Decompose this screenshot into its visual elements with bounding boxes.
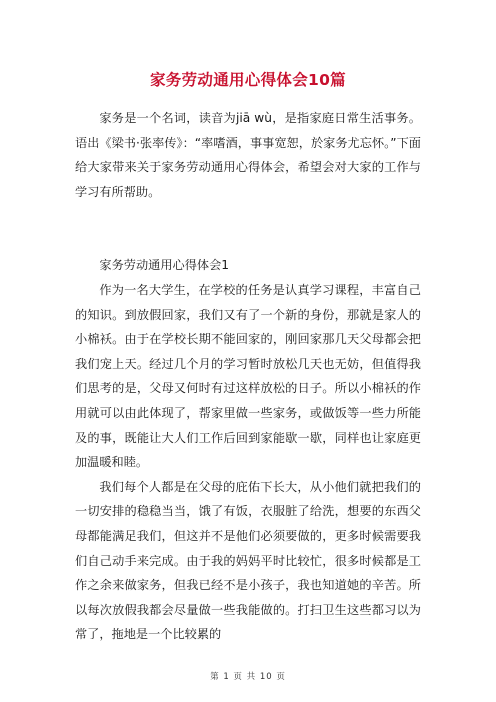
paragraph-spacer [75, 204, 421, 253]
body-paragraph: 我们每个人都是在父母的庇佑下长大，从小他们就把我们的一切安排的稳稳当当，饿了有饭，衣服脏了给洗，想要的东西父母都能满足我们，但这并不是他们必须要做的，更多时候需要我们自己动手来完成。由于我的妈妈平时比较忙，很多时候都是工作之余来做家务，但我已经不是小孩子，我也知道她的辛苦。所以每次放假我都会尽量做一些我能做的。打扫卫生这些都习以为常了，拖地是一个比较累的 [75, 479, 421, 642]
page-footer: 第 1 页 共 10 页 [210, 672, 286, 682]
section-heading: 家务劳动通用心得体会1 [99, 258, 230, 273]
intro-paragraph: 家务是一个名词，读音为jiā wù，是指家庭日常生活事务。语出《梁书·张率传》：“率嗜酒，事事宽恕，於家务尤忘怀。”下面给大家带来关于家务劳动通用心得体会，希望会对大家的工作与学习有所帮助。 [75, 111, 421, 199]
body-paragraph: 作为一名大学生，在学校的任务是认真学习课程，丰富自己的知识。到放假回家，我们又有了一个新的身份，那就是家人的小棉袄。由于在学校长期不能回家的，刚回家那几天父母都会把我们宠上天。经过几个月的学习暂时放松几天也无妨，但值得我们思考的是，父母又何时有过这样放松的日子。所以小棉袄的作用就可以由此体现了，帮家里做一些家务，或做饭等一些力所能及的事，既能让大人们工作后回到家能歇一歇，同样也让家庭更加温暖和睦。 [75, 282, 421, 470]
document-body [75, 106, 421, 647]
document-title: 家务劳动通用心得体会10篇 [150, 71, 346, 89]
